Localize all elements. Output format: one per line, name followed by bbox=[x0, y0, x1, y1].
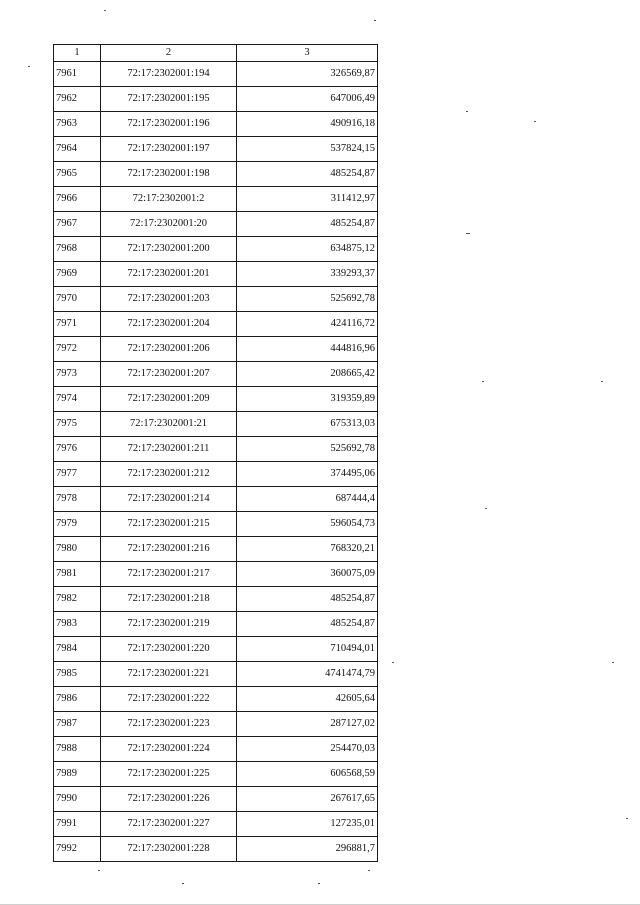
column-header-1: 1 bbox=[54, 45, 101, 62]
row-number-cell: 7969 bbox=[54, 262, 101, 287]
cadastral-number-cell: 72:17:2302001:221 bbox=[101, 662, 237, 687]
cadastral-value-cell: 485254,87 bbox=[237, 212, 378, 237]
scan-speck bbox=[318, 883, 320, 884]
cadastral-number-cell: 72:17:2302001:197 bbox=[101, 137, 237, 162]
cadastral-value-cell: 647006,49 bbox=[237, 87, 378, 112]
cadastral-number-cell: 72:17:2302001:222 bbox=[101, 687, 237, 712]
table-row bbox=[54, 812, 378, 837]
row-number-cell: 7965 bbox=[54, 162, 101, 187]
cadastral-number-cell: 72:17:2302001:196 bbox=[101, 112, 237, 137]
cadastral-value-cell: 374495,06 bbox=[237, 462, 378, 487]
table-row bbox=[54, 787, 378, 812]
row-number-cell: 7989 bbox=[54, 762, 101, 787]
row-number-cell: 7968 bbox=[54, 237, 101, 262]
cadastral-value-cell: 287127,02 bbox=[237, 712, 378, 737]
scan-speck bbox=[534, 121, 536, 122]
table-row bbox=[54, 262, 378, 287]
table-row bbox=[54, 762, 378, 787]
cadastral-number-cell: 72:17:2302001:203 bbox=[101, 287, 237, 312]
row-number-cell: 7973 bbox=[54, 362, 101, 387]
table-row bbox=[54, 512, 378, 537]
table-row bbox=[54, 312, 378, 337]
cadastral-number-cell: 72:17:2302001:209 bbox=[101, 387, 237, 412]
scan-speck bbox=[392, 662, 394, 663]
cadastral-value-cell: 490916,18 bbox=[237, 112, 378, 137]
cadastral-number-cell: 72:17:2302001:228 bbox=[101, 837, 237, 862]
row-number-cell: 7971 bbox=[54, 312, 101, 337]
cadastral-value-cell: 267617,65 bbox=[237, 787, 378, 812]
scan-speck bbox=[98, 870, 100, 871]
row-number-cell: 7967 bbox=[54, 212, 101, 237]
row-number-cell: 7980 bbox=[54, 537, 101, 562]
cadastral-value-cell: 634875,12 bbox=[237, 237, 378, 262]
cadastral-number-cell: 72:17:2302001:20 bbox=[101, 212, 237, 237]
cadastral-number-cell: 72:17:2302001:195 bbox=[101, 87, 237, 112]
scan-speck bbox=[601, 381, 603, 382]
cadastral-value-cell: 444816,96 bbox=[237, 337, 378, 362]
table-row bbox=[54, 387, 378, 412]
table-row bbox=[54, 487, 378, 512]
cadastral-value-cell: 596054,73 bbox=[237, 512, 378, 537]
cadastral-number-cell: 72:17:2302001:214 bbox=[101, 487, 237, 512]
cadastral-number-cell: 72:17:2302001:21 bbox=[101, 412, 237, 437]
scan-speck bbox=[482, 381, 484, 382]
table-row bbox=[54, 237, 378, 262]
table-row bbox=[54, 837, 378, 862]
table-row bbox=[54, 437, 378, 462]
table-row bbox=[54, 112, 378, 137]
cadastral-number-cell: 72:17:2302001:218 bbox=[101, 587, 237, 612]
cadastral-number-cell: 72:17:2302001:200 bbox=[101, 237, 237, 262]
cadastral-number-cell: 72:17:2302001:194 bbox=[101, 62, 237, 87]
table-row bbox=[54, 337, 378, 362]
cadastral-number-cell: 72:17:2302001:224 bbox=[101, 737, 237, 762]
row-number-cell: 7982 bbox=[54, 587, 101, 612]
table-row bbox=[54, 412, 378, 437]
cadastral-value-cell: 606568,59 bbox=[237, 762, 378, 787]
header-row bbox=[54, 45, 378, 62]
cadastral-value-cell: 485254,87 bbox=[237, 587, 378, 612]
table-row bbox=[54, 162, 378, 187]
row-number-cell: 7977 bbox=[54, 462, 101, 487]
table-row bbox=[54, 562, 378, 587]
table-body bbox=[54, 62, 378, 862]
cadastral-number-cell: 72:17:2302001:211 bbox=[101, 437, 237, 462]
cadastral-value-cell: 687444,4 bbox=[237, 487, 378, 512]
table-row bbox=[54, 212, 378, 237]
table-row bbox=[54, 687, 378, 712]
scan-speck bbox=[466, 233, 470, 234]
table-row bbox=[54, 287, 378, 312]
cadastral-value-cell: 710494,01 bbox=[237, 637, 378, 662]
table-row bbox=[54, 187, 378, 212]
cadastral-value-cell: 296881,7 bbox=[237, 837, 378, 862]
cadastral-value-cell: 525692,78 bbox=[237, 437, 378, 462]
table-row bbox=[54, 637, 378, 662]
table-row bbox=[54, 62, 378, 87]
cadastral-number-cell: 72:17:2302001:204 bbox=[101, 312, 237, 337]
cadastral-value-cell: 537824,15 bbox=[237, 137, 378, 162]
scan-speck bbox=[374, 20, 376, 21]
scan-speck bbox=[466, 111, 468, 112]
cadastral-value-cell: 339293,37 bbox=[237, 262, 378, 287]
table-container bbox=[53, 44, 377, 862]
cadastral-value-cell: 254470,03 bbox=[237, 737, 378, 762]
row-number-cell: 7978 bbox=[54, 487, 101, 512]
row-number-cell: 7974 bbox=[54, 387, 101, 412]
table-row bbox=[54, 712, 378, 737]
column-header-2: 2 bbox=[101, 45, 237, 62]
scan-speck bbox=[626, 818, 628, 819]
row-number-cell: 7962 bbox=[54, 87, 101, 112]
cadastral-number-cell: 72:17:2302001:226 bbox=[101, 787, 237, 812]
row-number-cell: 7984 bbox=[54, 637, 101, 662]
row-number-cell: 7981 bbox=[54, 562, 101, 587]
column-header-3: 3 bbox=[237, 45, 378, 62]
cadastral-number-cell: 72:17:2302001:2 bbox=[101, 187, 237, 212]
row-number-cell: 7970 bbox=[54, 287, 101, 312]
cadastral-number-cell: 72:17:2302001:219 bbox=[101, 612, 237, 637]
scan-speck bbox=[368, 870, 370, 871]
cadastral-value-cell: 360075,09 bbox=[237, 562, 378, 587]
table-row bbox=[54, 612, 378, 637]
row-number-cell: 7991 bbox=[54, 812, 101, 837]
row-number-cell: 7976 bbox=[54, 437, 101, 462]
scan-speck bbox=[182, 883, 184, 884]
table-row bbox=[54, 362, 378, 387]
table-row bbox=[54, 462, 378, 487]
table-row bbox=[54, 662, 378, 687]
cadastral-number-cell: 72:17:2302001:227 bbox=[101, 812, 237, 837]
row-number-cell: 7975 bbox=[54, 412, 101, 437]
cadastral-value-cell: 208665,42 bbox=[237, 362, 378, 387]
cadastral-number-cell: 72:17:2302001:215 bbox=[101, 512, 237, 537]
cadastral-value-cell: 424116,72 bbox=[237, 312, 378, 337]
scan-speck bbox=[612, 662, 614, 663]
cadastral-value-cell: 311412,97 bbox=[237, 187, 378, 212]
table-row bbox=[54, 737, 378, 762]
cadastral-number-cell: 72:17:2302001:223 bbox=[101, 712, 237, 737]
cadastral-number-cell: 72:17:2302001:201 bbox=[101, 262, 237, 287]
cadastral-number-cell: 72:17:2302001:220 bbox=[101, 637, 237, 662]
row-number-cell: 7964 bbox=[54, 137, 101, 162]
row-number-cell: 7986 bbox=[54, 687, 101, 712]
cadastral-number-cell: 72:17:2302001:225 bbox=[101, 762, 237, 787]
table-row bbox=[54, 87, 378, 112]
row-number-cell: 7966 bbox=[54, 187, 101, 212]
cadastral-value-cell: 319359,89 bbox=[237, 387, 378, 412]
row-number-cell: 7990 bbox=[54, 787, 101, 812]
cadastral-number-cell: 72:17:2302001:198 bbox=[101, 162, 237, 187]
cadastral-value-cell: 525692,78 bbox=[237, 287, 378, 312]
cadastral-value-cell: 4741474,79 bbox=[237, 662, 378, 687]
cadastral-value-cell: 42605,64 bbox=[237, 687, 378, 712]
row-number-cell: 7987 bbox=[54, 712, 101, 737]
cadastral-value-table bbox=[53, 44, 378, 862]
row-number-cell: 7992 bbox=[54, 837, 101, 862]
row-number-cell: 7963 bbox=[54, 112, 101, 137]
cadastral-number-cell: 72:17:2302001:207 bbox=[101, 362, 237, 387]
cadastral-number-cell: 72:17:2302001:217 bbox=[101, 562, 237, 587]
cadastral-value-cell: 127235,01 bbox=[237, 812, 378, 837]
table-row bbox=[54, 587, 378, 612]
row-number-cell: 7988 bbox=[54, 737, 101, 762]
cadastral-value-cell: 326569,87 bbox=[237, 62, 378, 87]
cadastral-value-cell: 485254,87 bbox=[237, 612, 378, 637]
cadastral-value-cell: 675313,03 bbox=[237, 412, 378, 437]
scan-speck bbox=[485, 508, 487, 509]
row-number-cell: 7979 bbox=[54, 512, 101, 537]
row-number-cell: 7972 bbox=[54, 337, 101, 362]
row-number-cell: 7985 bbox=[54, 662, 101, 687]
cadastral-value-cell: 768320,21 bbox=[237, 537, 378, 562]
cadastral-number-cell: 72:17:2302001:212 bbox=[101, 462, 237, 487]
table-row bbox=[54, 537, 378, 562]
row-number-cell: 7961 bbox=[54, 62, 101, 87]
scan-speck bbox=[104, 10, 106, 11]
cadastral-value-cell: 485254,87 bbox=[237, 162, 378, 187]
scan-speck bbox=[28, 66, 30, 67]
cadastral-number-cell: 72:17:2302001:206 bbox=[101, 337, 237, 362]
row-number-cell: 7983 bbox=[54, 612, 101, 637]
table-row bbox=[54, 137, 378, 162]
cadastral-number-cell: 72:17:2302001:216 bbox=[101, 537, 237, 562]
